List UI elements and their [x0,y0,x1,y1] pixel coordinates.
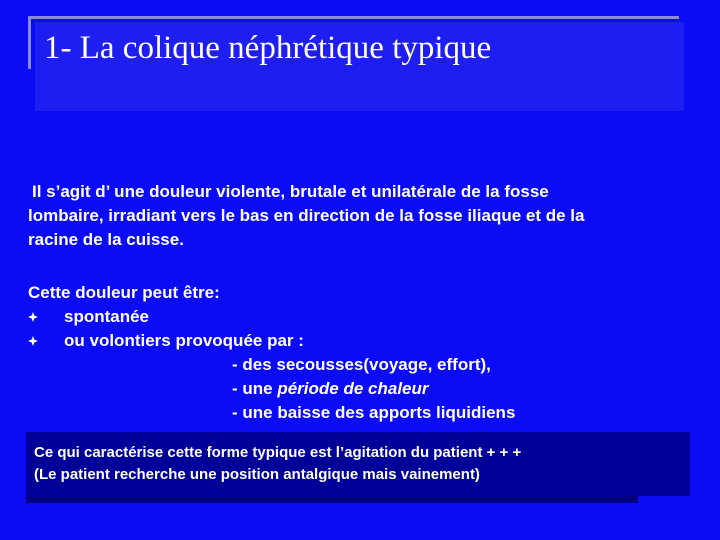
slide-title: 1- La colique néphrétique typique [44,30,492,66]
diamond-bullet-icon [28,336,38,346]
trigger-item [232,377,515,401]
intro-line: lombaire, irradiant vers le bas en direction de la fosse iliaque et de la [28,206,585,225]
trigger-item [232,353,515,377]
bullet-item [28,305,304,329]
trigger-text: - une baisse des apports liquidiens [232,403,516,422]
trigger-text-emphasis: période de chaleur [277,379,429,398]
bullet-label: spontanée [64,307,150,326]
intro-line: racine de la cuisse. [28,230,184,249]
bullet-list [28,305,304,353]
trigger-list [232,353,515,425]
note-text [34,442,521,486]
diamond-bullet-icon [28,312,38,322]
intro-line: Il s’agit d’ une douleur violente, brutale et unilatérale de la fosse [32,182,549,201]
note-line: (Le patient recherche une position antalgique mais vainement) [34,466,480,483]
bullet-label: ou volontiers provoquée par : [64,331,304,350]
trigger-item [232,401,515,425]
intro-paragraph [28,180,698,252]
trigger-text: - une [232,379,278,398]
lead-text: Cette douleur peut être: [28,283,220,302]
bullet-item [28,329,304,353]
note-line: Ce qui caractérise cette forme typique est l’agitation du patient + + + [34,444,522,461]
trigger-text: - des secousses(voyage, effort), [232,355,491,374]
